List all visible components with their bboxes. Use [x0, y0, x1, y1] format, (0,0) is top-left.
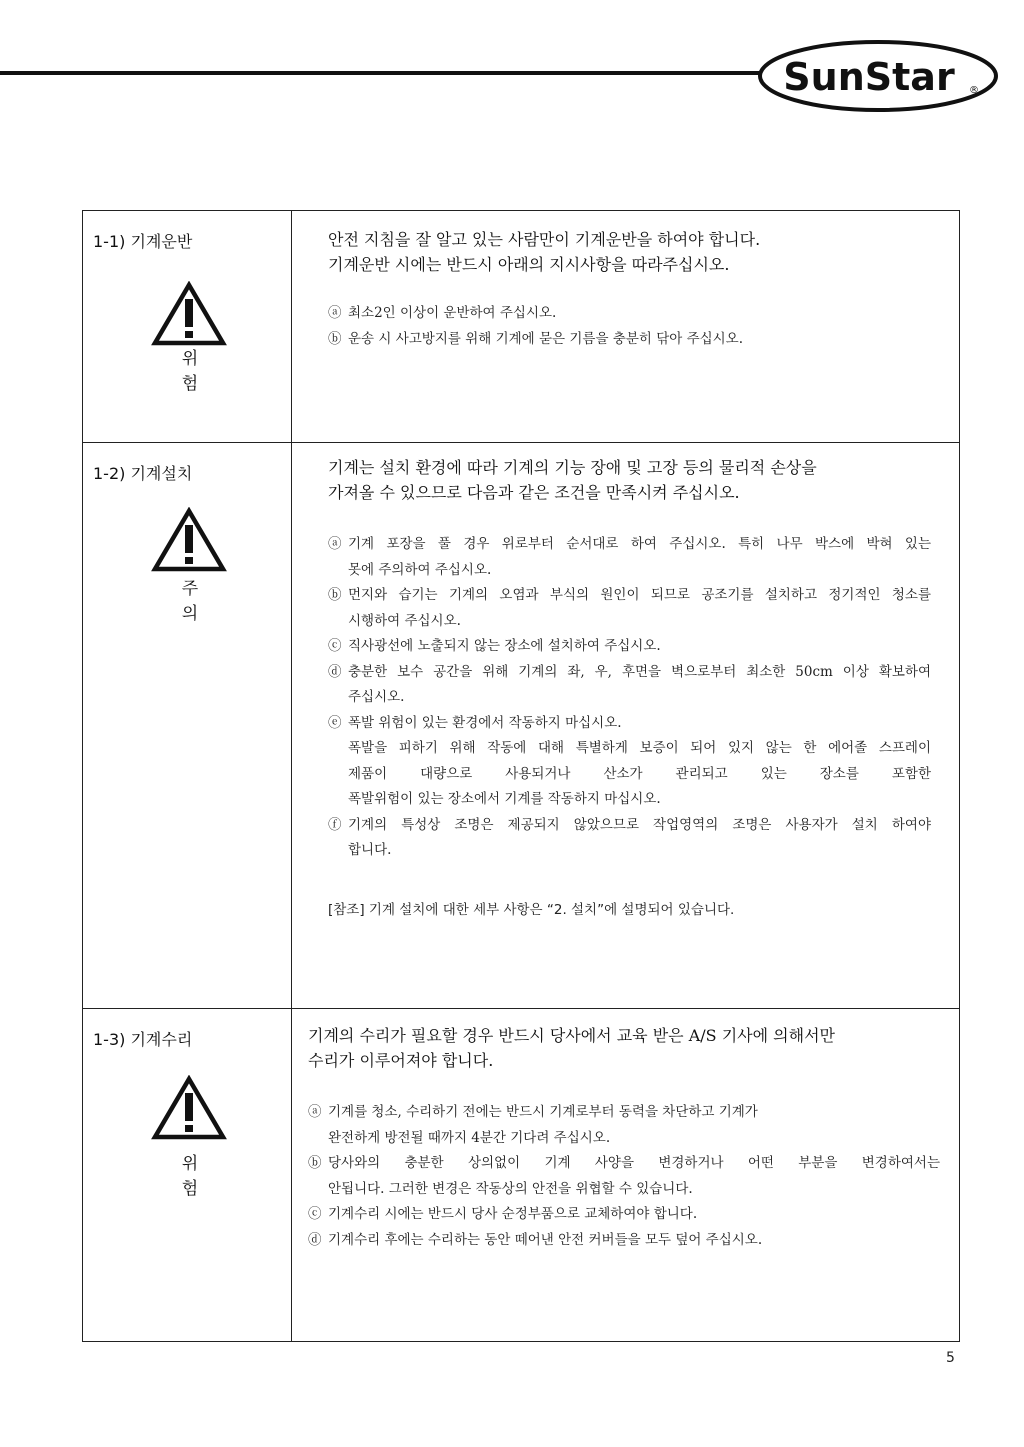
- item-marker: ⓑ: [328, 330, 342, 347]
- list-item: [328, 660, 931, 711]
- item-line: 폭발을 피하기 위해 작동에 대해 특별하게 보증이 되어 있지 않는 한 에어졸 스프레이: [348, 740, 931, 756]
- intro-line: 수리가 이루어져야 합니다.: [308, 1051, 494, 1070]
- item-line: 당사와의 충분한 상의없이 기계 사양을 변경하거나 어떤 부분을 변경하여서는: [328, 1155, 940, 1171]
- item-line: 기계수리 시에는 반드시 당사 순정부품으로 교체하여야 합니다.: [328, 1206, 698, 1222]
- section-title: 1-1) 기계운반: [93, 232, 193, 251]
- list-item: [328, 583, 931, 634]
- section-intro: [328, 227, 760, 277]
- section-row-transport: [83, 211, 959, 442]
- instruction-list: [308, 1100, 940, 1253]
- instruction-list: [328, 301, 928, 352]
- danger-label: 위 험: [181, 1154, 211, 1199]
- section-intro: [308, 1023, 835, 1073]
- item-line: 제품이 대량으로 사용되거나 산소가 관리되고 있는 장소를 포함한: [348, 765, 931, 782]
- section-header-cell: [83, 1009, 292, 1341]
- intro-line: 기계운반 시에는 반드시 아래의 지시사항을 따라주십시오.: [328, 255, 730, 274]
- item-line: 폭발 위험이 있는 환경에서 작동하지 마십시오.: [348, 714, 622, 731]
- section-content-cell: [292, 443, 959, 1008]
- page-number: 5: [946, 1350, 955, 1366]
- section-content-cell: [292, 1009, 959, 1341]
- item-line: 합니다.: [348, 842, 392, 858]
- list-item: [308, 1202, 940, 1228]
- list-item: [308, 1100, 940, 1151]
- list-item: [328, 327, 928, 353]
- item-marker: ⓐ: [328, 305, 342, 321]
- item-marker: ⓐ: [308, 1104, 322, 1120]
- danger-label: 위 험: [181, 349, 211, 394]
- item-marker: ⓓ: [308, 1231, 322, 1248]
- item-marker: ⓒ: [328, 638, 342, 654]
- caution-label: 주 의: [181, 579, 211, 624]
- item-marker: ⓑ: [308, 1155, 322, 1171]
- list-item: [308, 1151, 940, 1202]
- sunstar-logo: [757, 38, 999, 114]
- reference-note: [참조] 기계 설치에 대한 세부 사항은 “2. 설치”에 설명되어 있습니다.: [328, 902, 735, 918]
- safety-table: [82, 210, 960, 1342]
- intro-line: 가져올 수 있으므로 다음과 같은 조건을 만족시켜 주십시오.: [328, 483, 740, 502]
- section-row-installation: [83, 442, 959, 1008]
- section-title: 1-3) 기계수리: [93, 1030, 193, 1049]
- logo-text: SunStar: [783, 55, 955, 99]
- item-line: 못에 주의하여 주십시오.: [348, 561, 492, 578]
- item-line: 직사광선에 노출되지 않는 장소에 설치하여 주십시오.: [348, 638, 661, 654]
- section-header-cell: [83, 211, 292, 442]
- item-marker: ⓒ: [308, 1206, 322, 1222]
- list-item: [328, 301, 928, 327]
- item-line: 충분한 보수 공간을 위해 기계의 좌, 우, 후면을 벽으로부터 최소한 50cm 이상 확보하여: [348, 663, 931, 680]
- section-row-repair: [83, 1008, 959, 1341]
- item-line: 먼지와 습기는 기계의 오염과 부식의 원인이 되므로 공조기를 설치하고 정기적인 청소를: [348, 587, 931, 603]
- section-intro: [328, 455, 817, 505]
- item-line: 시행하여 주십시오.: [348, 612, 461, 629]
- item-marker: ⓑ: [328, 587, 342, 603]
- item-marker: ⓔ: [328, 714, 342, 731]
- warning-triangle-icon: [151, 281, 227, 347]
- section-header-cell: [83, 443, 292, 1008]
- list-item: [328, 711, 931, 813]
- item-line: 기계수리 후에는 수리하는 동안 떼어낸 안전 커버들을 모두 덮어 주십시오.: [328, 1231, 763, 1248]
- section-content-cell: [292, 211, 959, 442]
- item-line: 기계를 청소, 수리하기 전에는 반드시 기계로부터 동력을 차단하고 기계가: [328, 1104, 758, 1120]
- item-line: 최소2인 이상이 운반하여 주십시오.: [348, 305, 557, 321]
- intro-line: 기계는 설치 환경에 따라 기계의 기능 장애 및 고장 등의 물리적 손상을: [328, 458, 817, 477]
- item-line: 기계 포장을 풀 경우 위로부터 순서대로 하여 주십시오. 특히 나무 박스에 박혀 있는: [348, 536, 931, 552]
- intro-line: 기계의 수리가 필요할 경우 반드시 당사에서 교육 받은 A/S 기사에 의해서만: [308, 1026, 835, 1045]
- item-line: 운송 시 사고방지를 위해 기계에 묻은 기름을 충분히 닦아 주십시오.: [348, 330, 744, 347]
- warning-triangle-icon: [151, 1075, 227, 1141]
- intro-line: 안전 지침을 잘 알고 있는 사람만이 기계운반을 하여야 합니다.: [328, 230, 761, 249]
- section-title: 1-2) 기계설치: [93, 464, 193, 483]
- list-item: [308, 1228, 940, 1254]
- item-line: 주십시오.: [348, 689, 405, 705]
- item-marker: ⓐ: [328, 536, 342, 552]
- item-marker: ⓓ: [328, 663, 342, 680]
- header-rule: [0, 71, 770, 75]
- list-item: [328, 532, 931, 583]
- item-line: 완전하게 방전될 때까지 4분간 기다려 주십시오.: [328, 1129, 611, 1146]
- warning-triangle-icon: [151, 507, 227, 573]
- list-item: [328, 813, 931, 864]
- instruction-list: [328, 532, 931, 864]
- registered-mark: ®: [969, 85, 979, 96]
- item-line: 안됩니다. 그러한 변경은 작동상의 안전을 위협할 수 있습니다.: [328, 1180, 693, 1197]
- item-line: 기계의 특성상 조명은 제공되지 않았으므로 작업영역의 조명은 사용자가 설치 하여야: [348, 816, 931, 833]
- item-line: 폭발위험이 있는 장소에서 기계를 작동하지 마십시오.: [348, 791, 661, 807]
- item-marker: ⓕ: [328, 816, 342, 833]
- list-item: [328, 634, 931, 660]
